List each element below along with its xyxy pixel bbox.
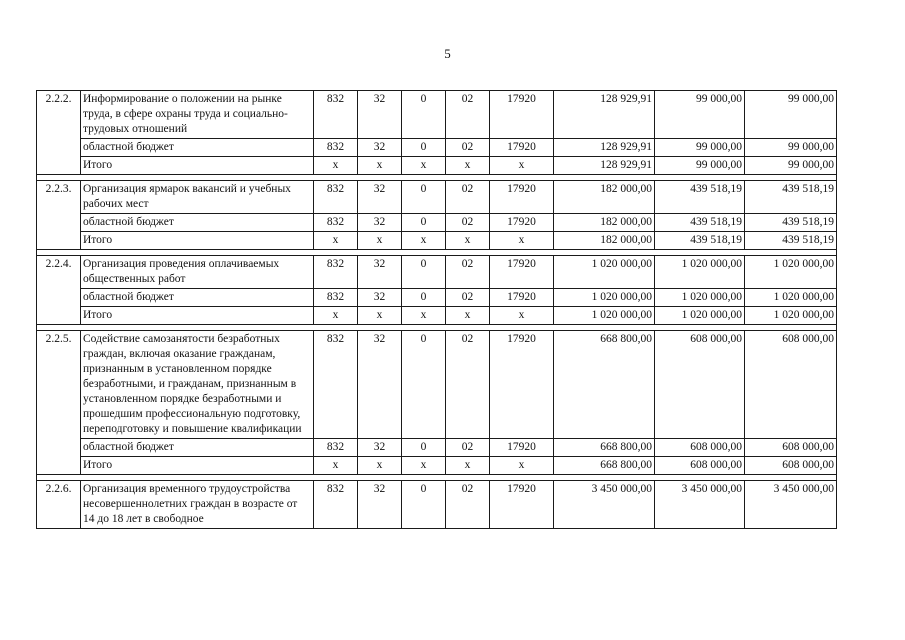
table-row-total (37, 457, 837, 475)
amount-cell: 3 450 000,00 (745, 481, 837, 529)
classification-code-cell: 32 (358, 289, 402, 307)
amount-cell: 128 929,91 (554, 91, 655, 139)
item-description: Организация ярмарок вакансий и учебных рабочих мест (81, 181, 314, 214)
amount-cell: 1 020 000,00 (745, 256, 837, 289)
classification-code-cell: 17920 (490, 439, 554, 457)
classification-code-cell: 0 (402, 139, 446, 157)
table-row-subitem (37, 439, 837, 457)
classification-code-cell: х (358, 457, 402, 475)
classification-code-cell: 32 (358, 256, 402, 289)
amount-cell: 668 800,00 (554, 439, 655, 457)
total-label: Итого (81, 232, 314, 250)
classification-code-cell: 32 (358, 139, 402, 157)
item-description: областной бюджет (81, 289, 314, 307)
classification-code-cell: 0 (402, 481, 446, 529)
classification-code-cell: 832 (314, 439, 358, 457)
amount-cell: 99 000,00 (655, 157, 745, 175)
amount-cell: 608 000,00 (745, 331, 837, 439)
classification-code-cell: 32 (358, 181, 402, 214)
classification-code-cell: 832 (314, 91, 358, 139)
classification-code-cell: 832 (314, 481, 358, 529)
item-code: 2.2.3. (37, 181, 81, 250)
classification-code-cell: 02 (446, 181, 490, 214)
amount-cell: 3 450 000,00 (655, 481, 745, 529)
amount-cell: 182 000,00 (554, 181, 655, 214)
classification-code-cell: 32 (358, 439, 402, 457)
item-description: областной бюджет (81, 214, 314, 232)
classification-code-cell: 32 (358, 214, 402, 232)
classification-code-cell: 02 (446, 481, 490, 529)
classification-code-cell: х (490, 157, 554, 175)
amount-cell: 668 800,00 (554, 331, 655, 439)
classification-code-cell: 0 (402, 256, 446, 289)
classification-code-cell: х (314, 232, 358, 250)
classification-code-cell: 832 (314, 331, 358, 439)
classification-code-cell: 02 (446, 439, 490, 457)
classification-code-cell: 832 (314, 139, 358, 157)
budget-table (36, 90, 837, 529)
item-description: Организация проведения оплачиваемых общественных работ (81, 256, 314, 289)
item-description: Информирование о положении на рынке труда, в сфере охраны труда и социально-трудовых отношений (81, 91, 314, 139)
item-description: Содействие самозанятости безработных граждан, включая оказание гражданам, признанным в установленном порядке безработными, и гражданам, признанным в установленном порядке безработными и прошедшим профессиональную подготовку, переподготовку и повышение квалификации (81, 331, 314, 439)
amount-cell: 608 000,00 (745, 439, 837, 457)
classification-code-cell: х (490, 457, 554, 475)
amount-cell: 1 020 000,00 (554, 289, 655, 307)
item-code: 2.2.6. (37, 481, 81, 529)
amount-cell: 99 000,00 (655, 139, 745, 157)
table-row-item (37, 91, 837, 139)
item-code: 2.2.2. (37, 91, 81, 175)
amount-cell: 1 020 000,00 (745, 307, 837, 325)
amount-cell: 439 518,19 (655, 232, 745, 250)
classification-code-cell: 02 (446, 289, 490, 307)
amount-cell: 1 020 000,00 (745, 289, 837, 307)
classification-code-cell: 17920 (490, 91, 554, 139)
classification-code-cell: х (446, 307, 490, 325)
classification-code-cell: х (490, 232, 554, 250)
classification-code-cell: 02 (446, 214, 490, 232)
classification-code-cell: х (358, 157, 402, 175)
amount-cell: 1 020 000,00 (554, 307, 655, 325)
classification-code-cell: 17920 (490, 331, 554, 439)
classification-code-cell: х (358, 232, 402, 250)
amount-cell: 128 929,91 (554, 157, 655, 175)
table-row-item (37, 256, 837, 289)
classification-code-cell: 32 (358, 91, 402, 139)
amount-cell: 608 000,00 (655, 331, 745, 439)
amount-cell: 1 020 000,00 (655, 289, 745, 307)
classification-code-cell: 832 (314, 289, 358, 307)
classification-code-cell: 0 (402, 181, 446, 214)
page-number: 5 (444, 46, 451, 61)
amount-cell: 608 000,00 (745, 457, 837, 475)
item-code: 2.2.5. (37, 331, 81, 475)
classification-code-cell: х (402, 157, 446, 175)
amount-cell: 99 000,00 (745, 157, 837, 175)
table-row-subitem (37, 289, 837, 307)
classification-code-cell: 0 (402, 439, 446, 457)
classification-code-cell: 832 (314, 214, 358, 232)
classification-code-cell: х (314, 457, 358, 475)
table-row-total (37, 232, 837, 250)
amount-cell: 99 000,00 (655, 91, 745, 139)
amount-cell: 608 000,00 (655, 457, 745, 475)
amount-cell: 99 000,00 (745, 139, 837, 157)
amount-cell: 1 020 000,00 (554, 256, 655, 289)
classification-code-cell: 02 (446, 139, 490, 157)
classification-code-cell: х (402, 307, 446, 325)
classification-code-cell: 32 (358, 481, 402, 529)
amount-cell: 439 518,19 (745, 232, 837, 250)
classification-code-cell: х (314, 157, 358, 175)
item-code: 2.2.4. (37, 256, 81, 325)
amount-cell: 608 000,00 (655, 439, 745, 457)
item-description: Организация временного трудоустройства несовершеннолетних граждан в возрасте от 14 до 18 лет в свободное (81, 481, 314, 529)
classification-code-cell: х (314, 307, 358, 325)
classification-code-cell: 0 (402, 214, 446, 232)
total-label: Итого (81, 157, 314, 175)
amount-cell: 1 020 000,00 (655, 307, 745, 325)
classification-code-cell: х (402, 232, 446, 250)
classification-code-cell: 17920 (490, 289, 554, 307)
amount-cell: 128 929,91 (554, 139, 655, 157)
table-row-item (37, 331, 837, 439)
classification-code-cell: х (402, 457, 446, 475)
amount-cell: 439 518,19 (655, 181, 745, 214)
item-description: областной бюджет (81, 139, 314, 157)
amount-cell: 439 518,19 (745, 181, 837, 214)
total-label: Итого (81, 307, 314, 325)
classification-code-cell: х (490, 307, 554, 325)
amount-cell: 439 518,19 (745, 214, 837, 232)
table-row-item (37, 481, 837, 529)
table-row-total (37, 307, 837, 325)
classification-code-cell: х (446, 457, 490, 475)
total-label: Итого (81, 457, 314, 475)
classification-code-cell: 02 (446, 256, 490, 289)
classification-code-cell: 17920 (490, 481, 554, 529)
amount-cell: 1 020 000,00 (655, 256, 745, 289)
amount-cell: 182 000,00 (554, 232, 655, 250)
classification-code-cell: 0 (402, 289, 446, 307)
amount-cell: 3 450 000,00 (554, 481, 655, 529)
classification-code-cell: 17920 (490, 214, 554, 232)
classification-code-cell: 17920 (490, 139, 554, 157)
table-row-subitem (37, 139, 837, 157)
classification-code-cell: х (446, 157, 490, 175)
classification-code-cell: х (446, 232, 490, 250)
amount-cell: 182 000,00 (554, 214, 655, 232)
amount-cell: 668 800,00 (554, 457, 655, 475)
classification-code-cell: 0 (402, 91, 446, 139)
classification-code-cell: 02 (446, 91, 490, 139)
classification-code-cell: 32 (358, 331, 402, 439)
classification-code-cell: 832 (314, 256, 358, 289)
table-row-subitem (37, 214, 837, 232)
classification-code-cell: х (358, 307, 402, 325)
classification-code-cell: 17920 (490, 256, 554, 289)
classification-code-cell: 17920 (490, 181, 554, 214)
classification-code-cell: 832 (314, 181, 358, 214)
classification-code-cell: 02 (446, 331, 490, 439)
table-row-item (37, 181, 837, 214)
amount-cell: 439 518,19 (655, 214, 745, 232)
table-row-total (37, 157, 837, 175)
amount-cell: 99 000,00 (745, 91, 837, 139)
item-description: областной бюджет (81, 439, 314, 457)
classification-code-cell: 0 (402, 331, 446, 439)
